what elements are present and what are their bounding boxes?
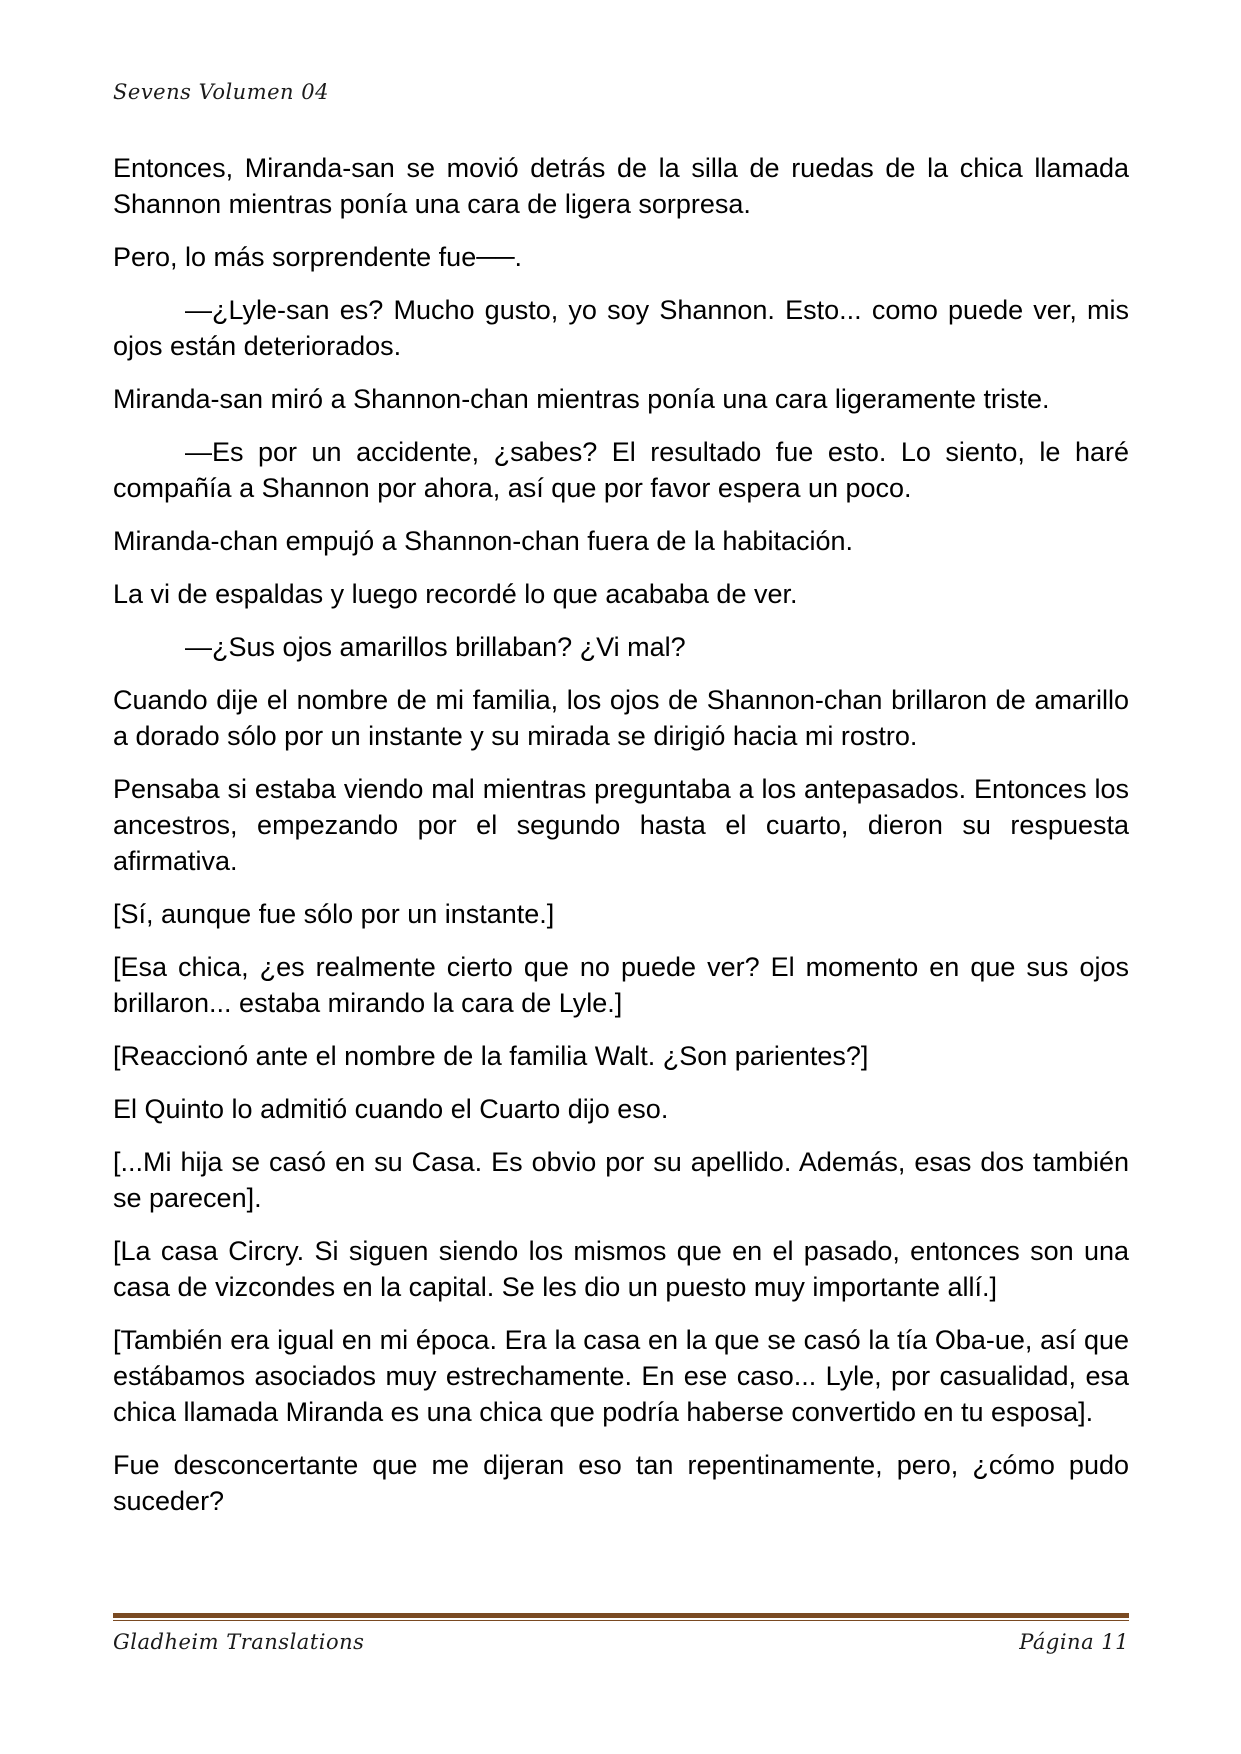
footer-divider-thin-line	[113, 1620, 1129, 1621]
page-body	[113, 150, 1129, 1536]
paragraph: Miranda-san miró a Shannon-chan mientras ponía una cara ligeramente triste.	[113, 384, 1050, 414]
running-header-title: Sevens Volumen 04	[113, 80, 329, 104]
paragraph: [Reaccionó ante el nombre de la familia Walt. ¿Son parientes?]	[113, 1041, 869, 1071]
paragraph: Pero, lo más sorprendente fue──.	[113, 242, 522, 272]
paragraph: [Esa chica, ¿es realmente cierto que no puede ver? El momento en que sus ojos brillaron... estaba mirando la cara de Lyle.]	[113, 952, 1129, 1018]
footer-divider	[113, 1613, 1129, 1622]
paragraph: [Sí, aunque fue sólo por un instante.]	[113, 899, 555, 929]
dialogue-paragraph: —¿Sus ojos amarillos brillaban? ¿Vi mal?	[185, 632, 686, 662]
paragraph: [...Mi hija se casó en su Casa. Es obvio por su apellido. Además, esas dos también se parecen].	[113, 1147, 1129, 1213]
paragraph: Miranda-chan empujó a Shannon-chan fuera de la habitación.	[113, 526, 853, 556]
dialogue-paragraph: —Es por un accidente, ¿sabes? El resultado fue esto. Lo siento, le haré compañía a Shannon por ahora, así que por favor espera un poco.	[113, 437, 1129, 503]
dialogue-paragraph: —¿Lyle-san es? Mucho gusto, yo soy Shannon. Esto... como puede ver, mis ojos están deteriorados.	[113, 295, 1129, 361]
paragraph: La vi de espaldas y luego recordé lo que acababa de ver.	[113, 579, 798, 609]
paragraph: Cuando dije el nombre de mi familia, los ojos de Shannon-chan brillaron de amarillo a dorado sólo por un instante y su mirada se dirigió hacia mi rostro.	[113, 685, 1129, 751]
footer-divider-thick-line	[113, 1613, 1129, 1618]
paragraph: Entonces, Miranda-san se movió detrás de la silla de ruedas de la chica llamada Shannon mientras ponía una cara de ligera sorpresa.	[113, 153, 1129, 219]
paragraph: [También era igual en mi época. Era la casa en la que se casó la tía Oba-ue, así que estábamos asociados muy estrechamente. En ese caso... Lyle, por casualidad, esa chica llamada Miranda es una chica que podría haberse convertido en tu esposa].	[113, 1325, 1129, 1427]
paragraph: El Quinto lo admitió cuando el Cuarto dijo eso.	[113, 1094, 669, 1124]
footer-publisher: Gladheim Translations	[113, 1630, 365, 1654]
paragraph: Pensaba si estaba viendo mal mientras preguntaba a los antepasados. Entonces los ancestros, empezando por el segundo hasta el cuarto, dieron su respuesta afirmativa.	[113, 774, 1129, 876]
footer-page-number: Página 11	[1019, 1630, 1129, 1654]
paragraph: [La casa Circry. Si siguen siendo los mismos que en el pasado, entonces son una casa de vizcondes en la capital. Se les dio un puesto muy importante allí.]	[113, 1236, 1129, 1302]
paragraph: Fue desconcertante que me dijeran eso tan repentinamente, pero, ¿cómo pudo suceder?	[113, 1450, 1129, 1516]
